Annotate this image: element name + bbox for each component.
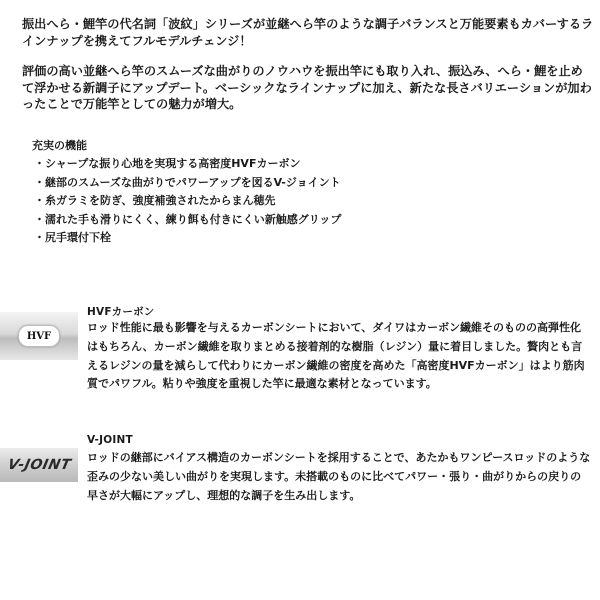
intro-paragraph-2: 評価の高い並継へら竿のスムーズな曲がりのノウハウを振出竿にも取り入れ、振込み、へら・鯉を止めて浮かせる新調子にアップデート。ベーシックなラインナップに加え、新たな長さバリエーションが加わったことで万能竿としての魅力が増大。 <box>22 64 592 111</box>
features-list <box>32 155 341 247</box>
intro-text <box>22 16 594 113</box>
vjoint-heading: V-JOINT <box>87 434 133 446</box>
vjoint-description: ロッドの継部にバイアス構造のカーボンシートを採用することで、あたかもワンピースロッドのような歪みの少ない美しい曲がりを実現します。未搭載のものに比べてパワー・張り・曲がりからの戻りの早さが大幅にアップし、理想的な調子を生み出します。 <box>87 451 591 502</box>
vjoint-logo-text: V-JOINT <box>5 457 73 473</box>
intro-paragraph-1: 振出へら・鯉竿の代名詞「波紋」シリーズが並継へら竿のような調子バランスと万能要素もカバーするラインナップを携えてフルモデルチェンジ！ <box>22 17 594 48</box>
hvf-logo-badge: HVF <box>18 325 60 347</box>
feature-item: ・継部のスムーズな曲がりでパワーアップを図るV-ジョイント <box>34 175 341 189</box>
feature-item: ・尻手環付下栓 <box>34 231 111 245</box>
vjoint-logo <box>0 448 78 482</box>
feature-item: ・シャープな振り心地を実現する高密度HVFカーボン <box>34 157 301 171</box>
feature-item: ・濡れた手も滑りにくく、練り餌も付きにくい新触感グリップ <box>34 212 342 226</box>
hvf-logo <box>0 312 78 360</box>
hvf-description: ロッド性能に最も影響を与えるカーボンシートにおいて、ダイワはカーボン繊維そのものの高弾性化はもちろん、カーボン繊維を取りまとめる接着剤的な樹脂（レジン）量に着目しました。贅肉とも言えるレジンの量を減らして代わりにカーボン繊維の密度を高めた「高密度HVFカーボン」はより筋肉質でパワフル。粘りや強度を重視した竿に最適な素材となっています。 <box>87 321 585 391</box>
hvf-heading: HVFカーボン <box>87 306 155 318</box>
features-title: 充実の機能 <box>32 139 87 152</box>
feature-item: ・糸ガラミを防ぎ、強度補強されたからまん穂先 <box>34 194 276 208</box>
features-block <box>32 137 341 247</box>
